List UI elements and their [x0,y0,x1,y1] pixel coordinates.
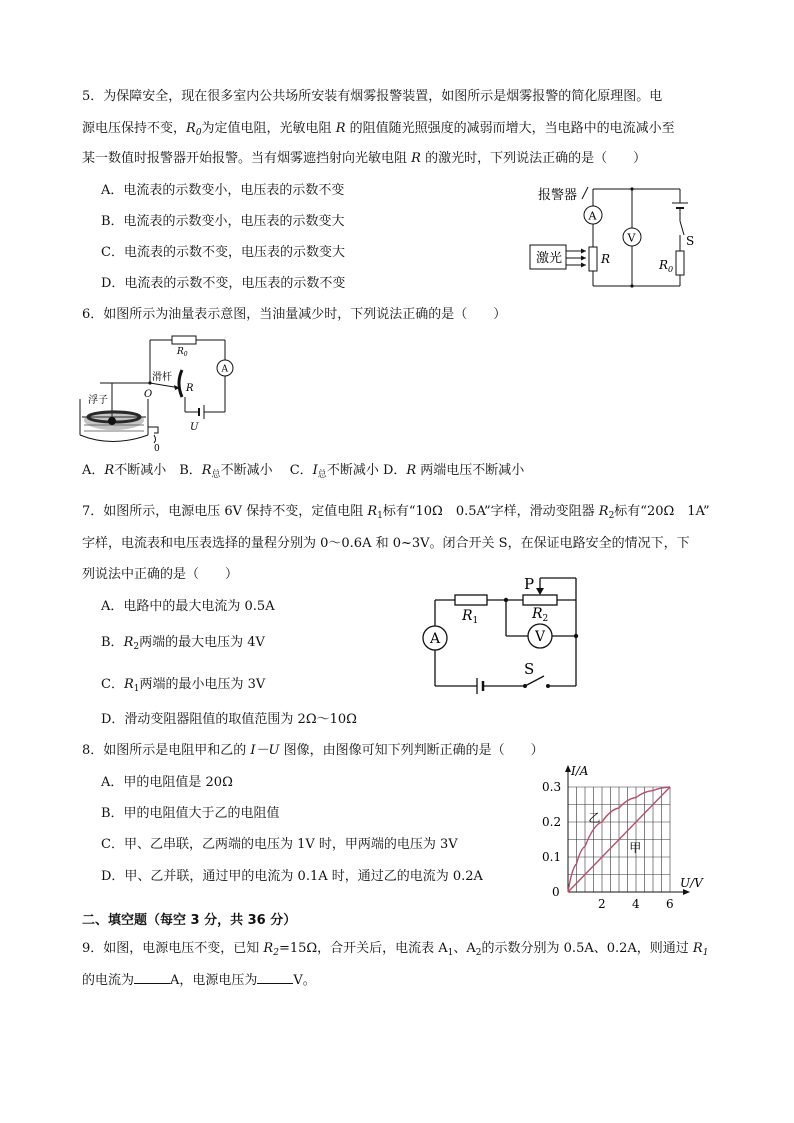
q8-option-a: A．甲的电阻值是 20Ω [101,775,233,790]
q6-options: A．R不断减小 B．$R_总$不断减小 C．$I_总$不断减小 D．R 两端电压不断减小 [82,463,525,480]
laser-label: 激光 [536,251,563,266]
tap-zero-label: 0 [154,444,160,454]
q6-fuel-gauge-diagram [80,333,250,453]
series-label-yi: 乙 [588,811,601,825]
switch-label: S [686,234,695,248]
q5-stem-line1: 5．为保障安全，现在很多室内公共场所安装有烟雾报警装置，如图所示是烟雾报警的简化原理图。电 [82,89,663,104]
q7-option-a: A．电路中的最大电流为 0.5A [101,599,275,614]
r1-label: $R_1$ [462,608,479,626]
x-tick-label: 6 [666,897,674,911]
q5-stem-line3: 某一数值时报警器开始报警。当有烟雾遮挡射向光敏电阻 R 的激光时，下列说法正确的是（ ） [82,151,647,166]
ammeter-icon: A [430,631,441,647]
q9-stem-line1: 9．如图，电源电压不变，已知 $R_2=15\Omega$，合开关后，电流表 $A_1$、$A_2$的示数分别为 0.5A、0.2A，则通过 $R_1$ [82,941,709,958]
q5-option-d: D．电流表的示数不变，电压表的示数不变 [101,276,346,291]
q7-option-b: B．$R_2$两端的最大电压为 4V [101,635,265,652]
q5-stem-line2: 源电压保持不变，$R_0$为定值电阻，光敏电阻 R 的阻值随光照强度的减弱而增大，当电路中的电流减小至 [82,121,675,138]
q7-option-c: C．$R_1$两端的最小电压为 3V [101,677,266,694]
answer-blank-voltage[interactable] [257,971,293,984]
photoresistor-label: R [601,252,611,266]
r2-label: $R_2$ [532,606,549,624]
q5-option-a: A．电流表的示数变小，电压表的示数不变 [101,183,345,198]
ammeter-icon: A [221,364,228,375]
r0-label: $R_0$ [177,347,188,358]
q5-option-c: C．电流表的示数不变，电压表的示数变大 [101,245,345,260]
q6-stem: 6．如图所示为油量表示意图，当油量减少时，下列说法正确的是（ ） [82,307,507,322]
alarm-label: 报警器 [538,188,578,203]
q7-stem-line1: 7．如图所示，电源电压 6V 保持不变，定值电阻 $R_1$标有“10Ω 0.5A”字样，滑动变阻器 $R_2$标有“20Ω 1A” [82,504,710,521]
answer-blank-current[interactable] [134,971,170,984]
resistor-r0-label: $R_0$ [659,258,674,274]
variable-resistor-label: R [186,383,194,394]
x-tick-label: 4 [632,897,640,911]
section-title: 二、填空题（每空 3 分，共 36 分） [82,913,297,928]
q5-option-b: B．电流表的示数变小，电压表的示数变大 [101,214,345,229]
voltmeter-icon: V [627,231,636,245]
ammeter-icon: A [588,209,597,223]
chart-labels [542,764,704,911]
q7-stem-line2: 字样，电流表和电压表选择的量程分别为 0～0.6A 和 0~3V。闭合开关 S，在保证电路安全的情况下，下 [82,536,690,551]
q7-circuit [420,570,585,690]
voltage-label: U [190,422,199,433]
origin-label: 0 [552,885,560,899]
q5-smoke-alarm-circuit [528,183,698,293]
float-label: 浮子 [88,395,108,406]
q7-option-d: D．滑动变阻器阻值的取值范围为 2Ω～10Ω [101,712,357,727]
iu-chart [538,762,708,912]
q9-stem-line2: 的电流为 A，电源电压为 V。 [82,973,316,988]
q8-option-c: C．甲、乙串联，乙两端的电压为 1V 时，甲两端的电压为 3V [101,837,458,852]
switch-label: S [524,660,535,678]
x-axis-label: U/V [680,876,703,890]
y-tick-label: 0.3 [542,780,562,794]
q7-stem-line3: 列说法中正确的是（ ） [82,567,239,582]
series-label-jia: 甲 [629,840,642,855]
q8-stem: 8．如图所示是电阻甲和乙的 I－U 图像，由图像可知下列判断正确的是（ ） [82,743,544,758]
x-tick-label: 2 [598,897,606,911]
y-axis-label: I/A [571,764,589,778]
voltmeter-icon: V [535,629,546,645]
y-tick-label: 0.2 [542,815,562,829]
pivot-label: O [144,389,153,400]
y-tick-label: 0.1 [542,850,562,864]
q8-option-b: B．甲的电阻值大于乙的电阻值 [101,806,280,821]
slider-label: 滑杆 [152,372,172,383]
slider-p-label: P [524,575,535,593]
q8-option-d: D．甲、乙并联，通过甲的电流为 0.1A 时，通过乙的电流为 0.2A [101,869,483,884]
